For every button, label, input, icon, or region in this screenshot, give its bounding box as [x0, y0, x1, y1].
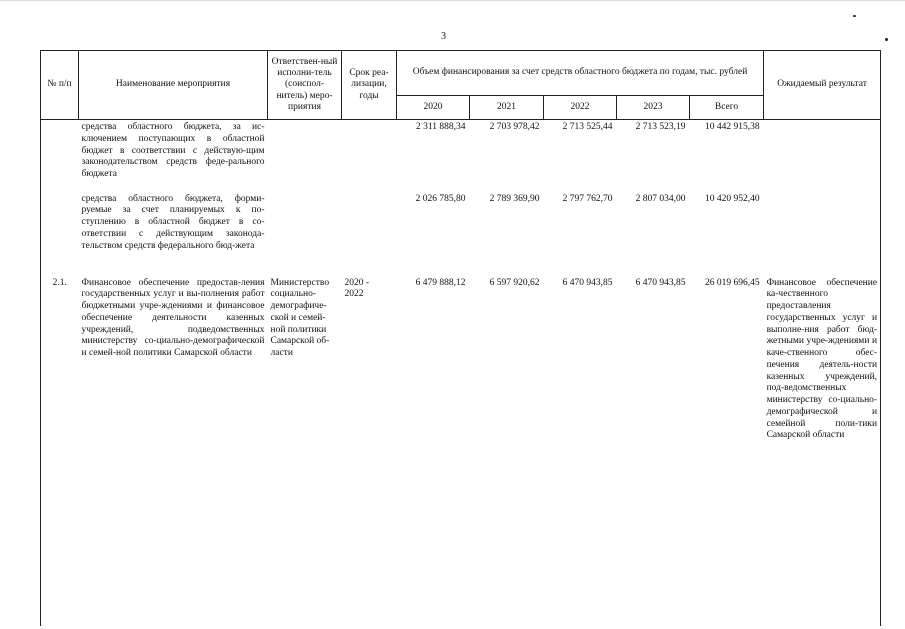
- row-value-2023: 2 713 523,19: [635, 122, 686, 132]
- row-executor: [268, 192, 342, 276]
- row-period: [342, 276, 397, 626]
- row-name: средства областного бюджета, за ис-ключением поступающих в областной бюджет в соответствии с действую-щим законодательством средств феде-рального бюджета: [81, 122, 265, 180]
- row-executor: Министерство социально-демографиче-ской и семей-ной политики Самарской об-ласти: [270, 277, 330, 359]
- header-executor: Ответствен-ный исполни-тель (соиспол-нитель) меро-приятия: [268, 51, 342, 120]
- header-year-total: Всего: [690, 96, 764, 120]
- row-period: [342, 192, 397, 276]
- row-result: [764, 192, 881, 276]
- row-value-2023: 6 470 943,85: [635, 277, 686, 288]
- header-year-2023: 2023: [617, 96, 690, 120]
- row-executor: [268, 120, 342, 192]
- header-index: № п/п: [41, 51, 79, 120]
- row-value-2022: 6 470 943,85: [562, 277, 613, 288]
- table-row: [41, 192, 881, 276]
- row-period-end: 2022: [344, 289, 364, 300]
- page-number: 3: [441, 31, 446, 42]
- row-value-2020: 2 311 888,34: [415, 122, 466, 132]
- row-index: [41, 120, 79, 192]
- financing-table: [40, 50, 881, 626]
- row-value-2021: 2 789 369,90: [489, 193, 540, 204]
- row-value-2020: 2 026 785,80: [415, 193, 466, 204]
- header-period: Срок реа-лизации, годы: [342, 51, 397, 120]
- row-value-2021: 2 703 978,42: [489, 122, 540, 132]
- row-value-2021: 6 597 920,62: [489, 277, 540, 288]
- header-year-2022: 2022: [544, 96, 617, 120]
- scan-speck: [853, 15, 856, 17]
- header-row-1: [41, 51, 881, 96]
- row-value-total: 26 019 696,45: [704, 277, 760, 288]
- row-value-2023: 2 807 034,00: [635, 193, 686, 204]
- row-value-total: 10 420 952,40: [704, 193, 760, 204]
- header-name: Наименование мероприятия: [79, 51, 268, 120]
- scan-edge: [0, 0, 905, 1]
- scan-speck: [885, 38, 888, 41]
- header-year-2020: 2020: [397, 96, 470, 120]
- row-value-2020: 6 479 888,12: [415, 277, 466, 288]
- row-period-start: 2020 -: [344, 277, 370, 288]
- row-result: [764, 120, 881, 192]
- row-name: средства областного бюджета, форми-руемые за счет планируемых к по-ступлению в областной бюджет в со-ответствии с действующим законода-тельством средств федерального бюд-жета: [81, 193, 265, 251]
- row-value-2022: 2 797 762,70: [562, 193, 613, 204]
- header-financing: Объем финансирования за счет средств областного бюджета по годам, тыс. рублей: [397, 51, 764, 96]
- header-result: Ожидаемый результат: [764, 51, 881, 120]
- header-year-2021: 2021: [470, 96, 544, 120]
- table-row: [41, 276, 881, 626]
- row-name: Финансовое обеспечение предостав-ления государственных услуг и вы-полнения работ бюджетными учре-ждениями и финансовое обеспечение деятельности казенных учреждений, подведомственных министерству со-циально-демографической и семей-ной политики Самарской области: [81, 277, 265, 359]
- row-result: Финансовое обеспечение ка-чественного предоставления государственных услуг и выполне-ния работ бюд-жетными учре-ждениями и каче-ственного обес-печения деятель-ности казенных учреждений, под-ведомственных министерству со-циально-демографической и семейной поли-тики Самарской области: [764, 276, 881, 626]
- table-row: [41, 120, 881, 192]
- row-index: [41, 192, 79, 276]
- row-value-2022: 2 713 525,44: [562, 122, 613, 132]
- row-value-total: 10 442 915,38: [704, 122, 760, 132]
- row-index: 2.1.: [41, 276, 79, 626]
- row-period: [342, 120, 397, 192]
